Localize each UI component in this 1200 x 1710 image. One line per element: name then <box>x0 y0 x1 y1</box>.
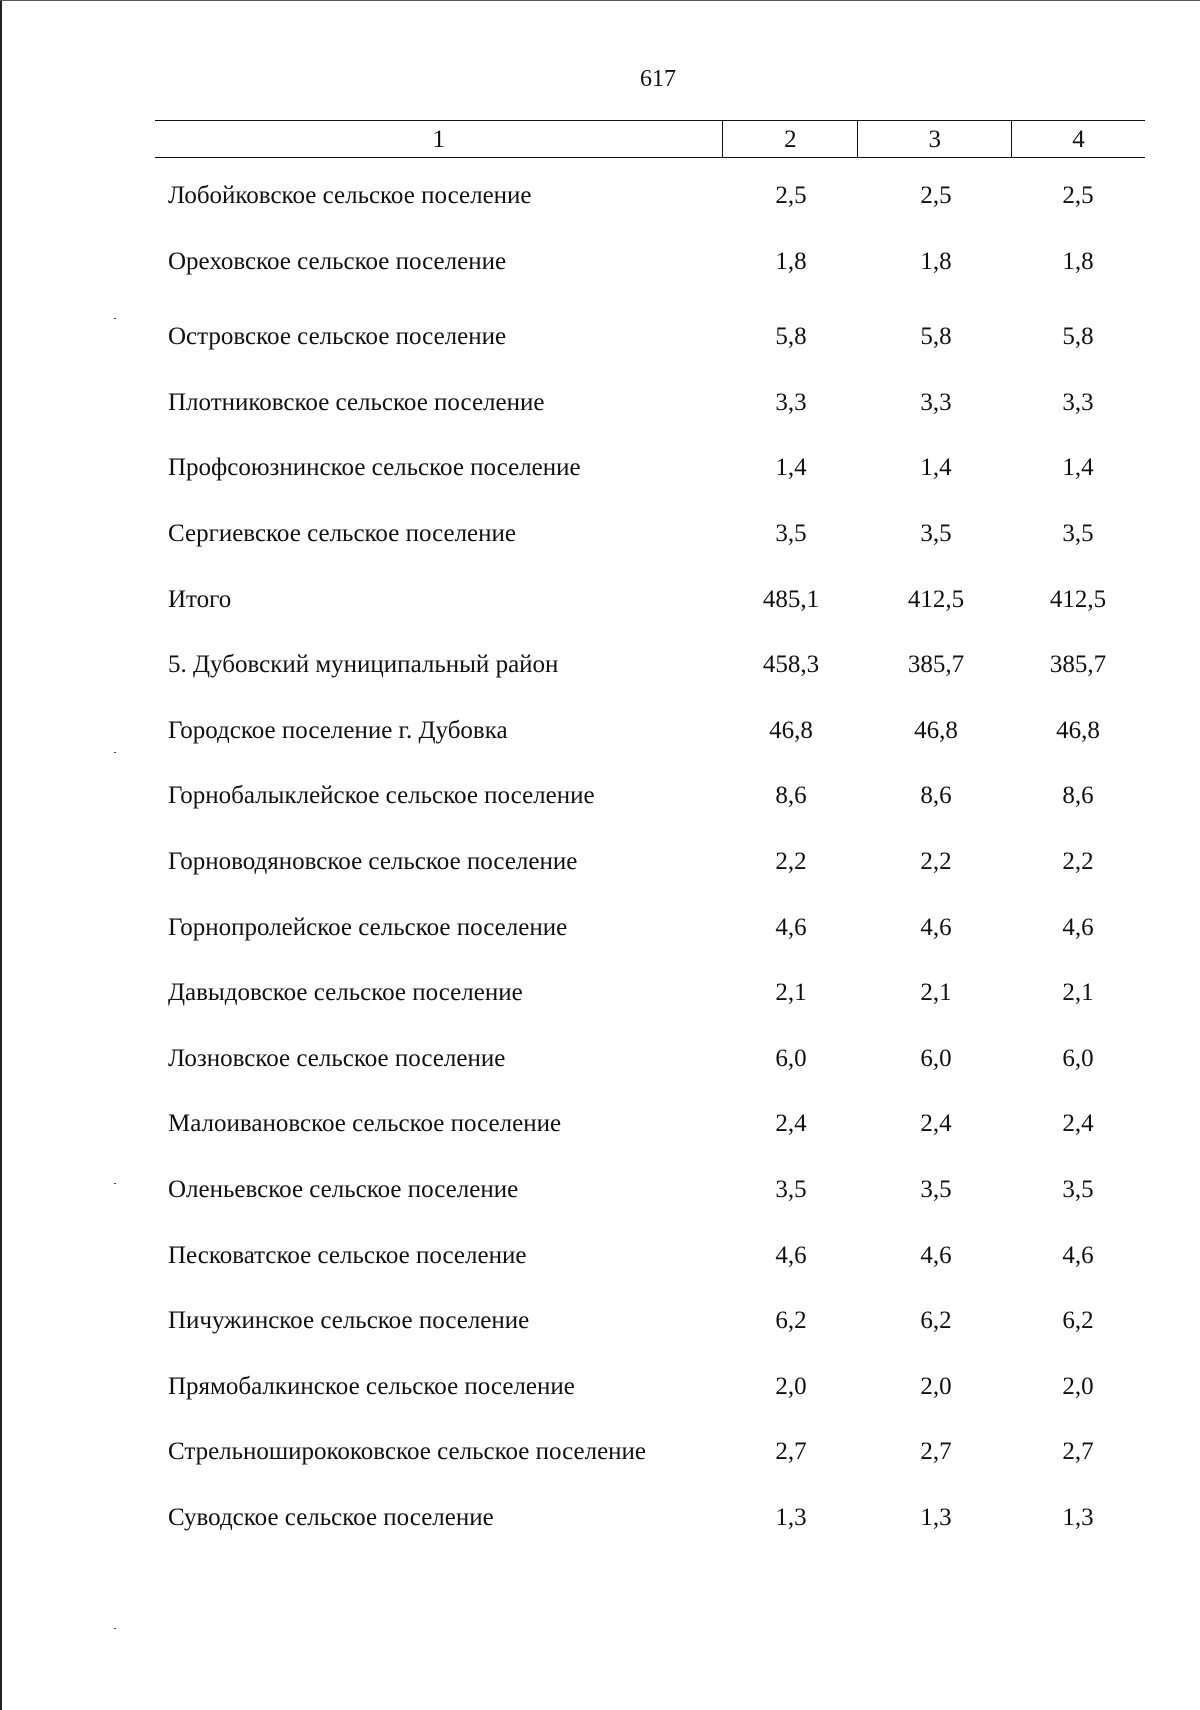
row-value-col-2: 3,5 <box>775 1175 807 1203</box>
row-label: Плотниковское сельское поселение <box>168 388 545 416</box>
margin-mark <box>114 318 116 319</box>
row-value-col-3: 2,5 <box>920 182 952 209</box>
row-value-col-3: 2,2 <box>920 847 952 875</box>
row-value-col-4: 3,5 <box>1062 519 1094 547</box>
row-value-col-2: 4,6 <box>775 913 807 941</box>
row-value-col-3: 2,0 <box>920 1372 952 1400</box>
row-value-col-4: 4,6 <box>1062 913 1094 941</box>
row-value-col-3: 3,5 <box>920 1175 952 1203</box>
row-value-col-4: 3,5 <box>1062 1175 1094 1203</box>
row-value-col-4: 2,2 <box>1062 847 1094 875</box>
margin-mark <box>114 752 116 753</box>
row-value-col-3: 385,7 <box>907 651 965 679</box>
margin-mark <box>114 1628 116 1629</box>
row-label: Итого <box>168 585 232 613</box>
row-value-col-2: 2,5 <box>775 182 807 209</box>
table-row <box>0 311 1200 377</box>
table-row <box>0 1098 1200 1164</box>
row-value-col-4: 1,8 <box>1062 247 1094 275</box>
table-row <box>0 236 1200 302</box>
table-row <box>0 1164 1200 1230</box>
row-label: Сергиевское сельское поселение <box>168 519 517 547</box>
table-row <box>0 1295 1200 1361</box>
row-value-col-3: 8,6 <box>920 782 952 810</box>
row-value-col-3: 1,8 <box>920 247 952 275</box>
row-value-col-4: 2,1 <box>1062 979 1094 1007</box>
table-row <box>0 639 1200 705</box>
row-value-col-2: 2,4 <box>775 1110 807 1138</box>
row-label: Оленьевское сельское поселение <box>168 1175 519 1203</box>
row-value-col-4: 2,4 <box>1062 1110 1094 1138</box>
column-header-4: 4 <box>1011 121 1145 157</box>
row-value-col-2: 4,6 <box>775 1241 807 1269</box>
table-row <box>0 377 1200 443</box>
row-value-col-2: 3,3 <box>775 388 807 416</box>
row-value-col-4: 4,6 <box>1062 1241 1094 1269</box>
row-label: Горнобалыклейское сельское поселение <box>168 782 595 810</box>
row-value-col-2: 1,8 <box>775 247 807 275</box>
row-value-col-2: 6,0 <box>775 1044 807 1072</box>
row-value-col-2: 8,6 <box>775 782 807 810</box>
row-value-col-2: 6,2 <box>775 1307 807 1335</box>
row-label: 5. Дубовский муниципальный район <box>168 651 559 679</box>
row-label: Песковатское сельское поселение <box>168 1241 527 1269</box>
table-row <box>0 902 1200 968</box>
row-label: Профсоюзнинское сельское поселение <box>168 454 581 482</box>
row-value-col-4: 2,5 <box>1062 182 1094 209</box>
row-label: Городское поселение г. Дубовка <box>168 716 508 744</box>
row-value-col-2: 3,5 <box>775 519 807 547</box>
row-value-col-3: 412,5 <box>907 585 965 613</box>
table-row <box>0 508 1200 574</box>
row-value-col-3: 6,0 <box>920 1044 952 1072</box>
table-row <box>0 770 1200 836</box>
row-value-col-3: 4,6 <box>920 1241 952 1269</box>
table-header <box>155 120 1145 158</box>
table-row <box>0 574 1200 640</box>
row-value-col-4: 412,5 <box>1049 585 1107 613</box>
row-value-col-3: 2,7 <box>920 1438 952 1466</box>
row-value-col-2: 2,1 <box>775 979 807 1007</box>
table-row <box>0 967 1200 1033</box>
row-value-col-2: 458,3 <box>762 651 820 679</box>
row-value-col-2: 1,3 <box>775 1503 807 1531</box>
row-value-col-2: 1,4 <box>775 454 807 482</box>
row-value-col-3: 3,5 <box>920 519 952 547</box>
row-label: Суводское сельское поселение <box>168 1503 494 1531</box>
row-label: Прямобалкинское сельское поселение <box>168 1372 575 1400</box>
column-header-1: 1 <box>432 126 445 153</box>
table-row <box>0 1230 1200 1296</box>
table-row <box>0 705 1200 771</box>
table-row <box>0 1361 1200 1427</box>
margin-mark <box>114 1183 116 1184</box>
row-value-col-3: 46,8 <box>914 716 958 744</box>
row-value-col-2: 2,2 <box>775 847 807 875</box>
row-value-col-3: 1,4 <box>920 454 952 482</box>
row-value-col-2: 2,0 <box>775 1372 807 1400</box>
row-value-col-4: 6,0 <box>1062 1044 1094 1072</box>
row-value-col-4: 46,8 <box>1056 716 1100 744</box>
row-label: Малоивановское сельское поселение <box>168 1110 562 1138</box>
row-value-col-4: 2,7 <box>1062 1438 1094 1466</box>
scan-edge-top <box>0 0 1200 1</box>
row-value-col-3: 5,8 <box>920 323 952 351</box>
table-row <box>0 1033 1200 1099</box>
row-label: Лозновское сельское поселение <box>168 1044 506 1072</box>
row-label: Стрельноширококовское сельское поселение <box>168 1438 647 1466</box>
table-row <box>0 1492 1200 1558</box>
table-body <box>0 170 1200 1557</box>
row-value-col-3: 2,4 <box>920 1110 952 1138</box>
page-number: 617 <box>640 66 676 92</box>
row-value-col-3: 4,6 <box>920 913 952 941</box>
row-value-col-4: 6,2 <box>1062 1307 1094 1335</box>
row-value-col-2: 485,1 <box>762 585 820 613</box>
row-value-col-4: 1,3 <box>1062 1503 1094 1531</box>
table-row <box>0 836 1200 902</box>
row-value-col-3: 1,3 <box>920 1503 952 1531</box>
row-value-col-3: 2,1 <box>920 979 952 1007</box>
row-value-col-3: 6,2 <box>920 1307 952 1335</box>
row-value-col-4: 385,7 <box>1049 651 1107 679</box>
row-value-col-4: 1,4 <box>1062 454 1094 482</box>
row-value-col-4: 5,8 <box>1062 323 1094 351</box>
column-header-2: 2 <box>722 121 857 157</box>
table-row <box>0 442 1200 508</box>
row-value-col-2: 2,7 <box>775 1438 807 1466</box>
row-label: Горноводяновское сельское поселение <box>168 847 578 875</box>
row-value-col-2: 46,8 <box>769 716 813 744</box>
row-label: Ореховское сельское поселение <box>168 247 507 275</box>
table-row <box>0 170 1200 236</box>
row-value-col-3: 3,3 <box>920 388 952 416</box>
row-value-col-4: 2,0 <box>1062 1372 1094 1400</box>
row-label: Горнопролейское сельское поселение <box>168 913 568 941</box>
row-label: Островское сельское поселение <box>168 323 507 351</box>
column-header-3: 3 <box>857 121 1011 157</box>
table-row <box>0 1426 1200 1492</box>
row-value-col-2: 5,8 <box>775 323 807 351</box>
row-value-col-4: 3,3 <box>1062 388 1094 416</box>
row-label: Лобойковское сельское поселение <box>168 182 532 209</box>
row-label: Пичужинское сельское поселение <box>168 1307 530 1335</box>
row-value-col-4: 8,6 <box>1062 782 1094 810</box>
row-label: Давыдовское сельское поселение <box>168 979 523 1007</box>
